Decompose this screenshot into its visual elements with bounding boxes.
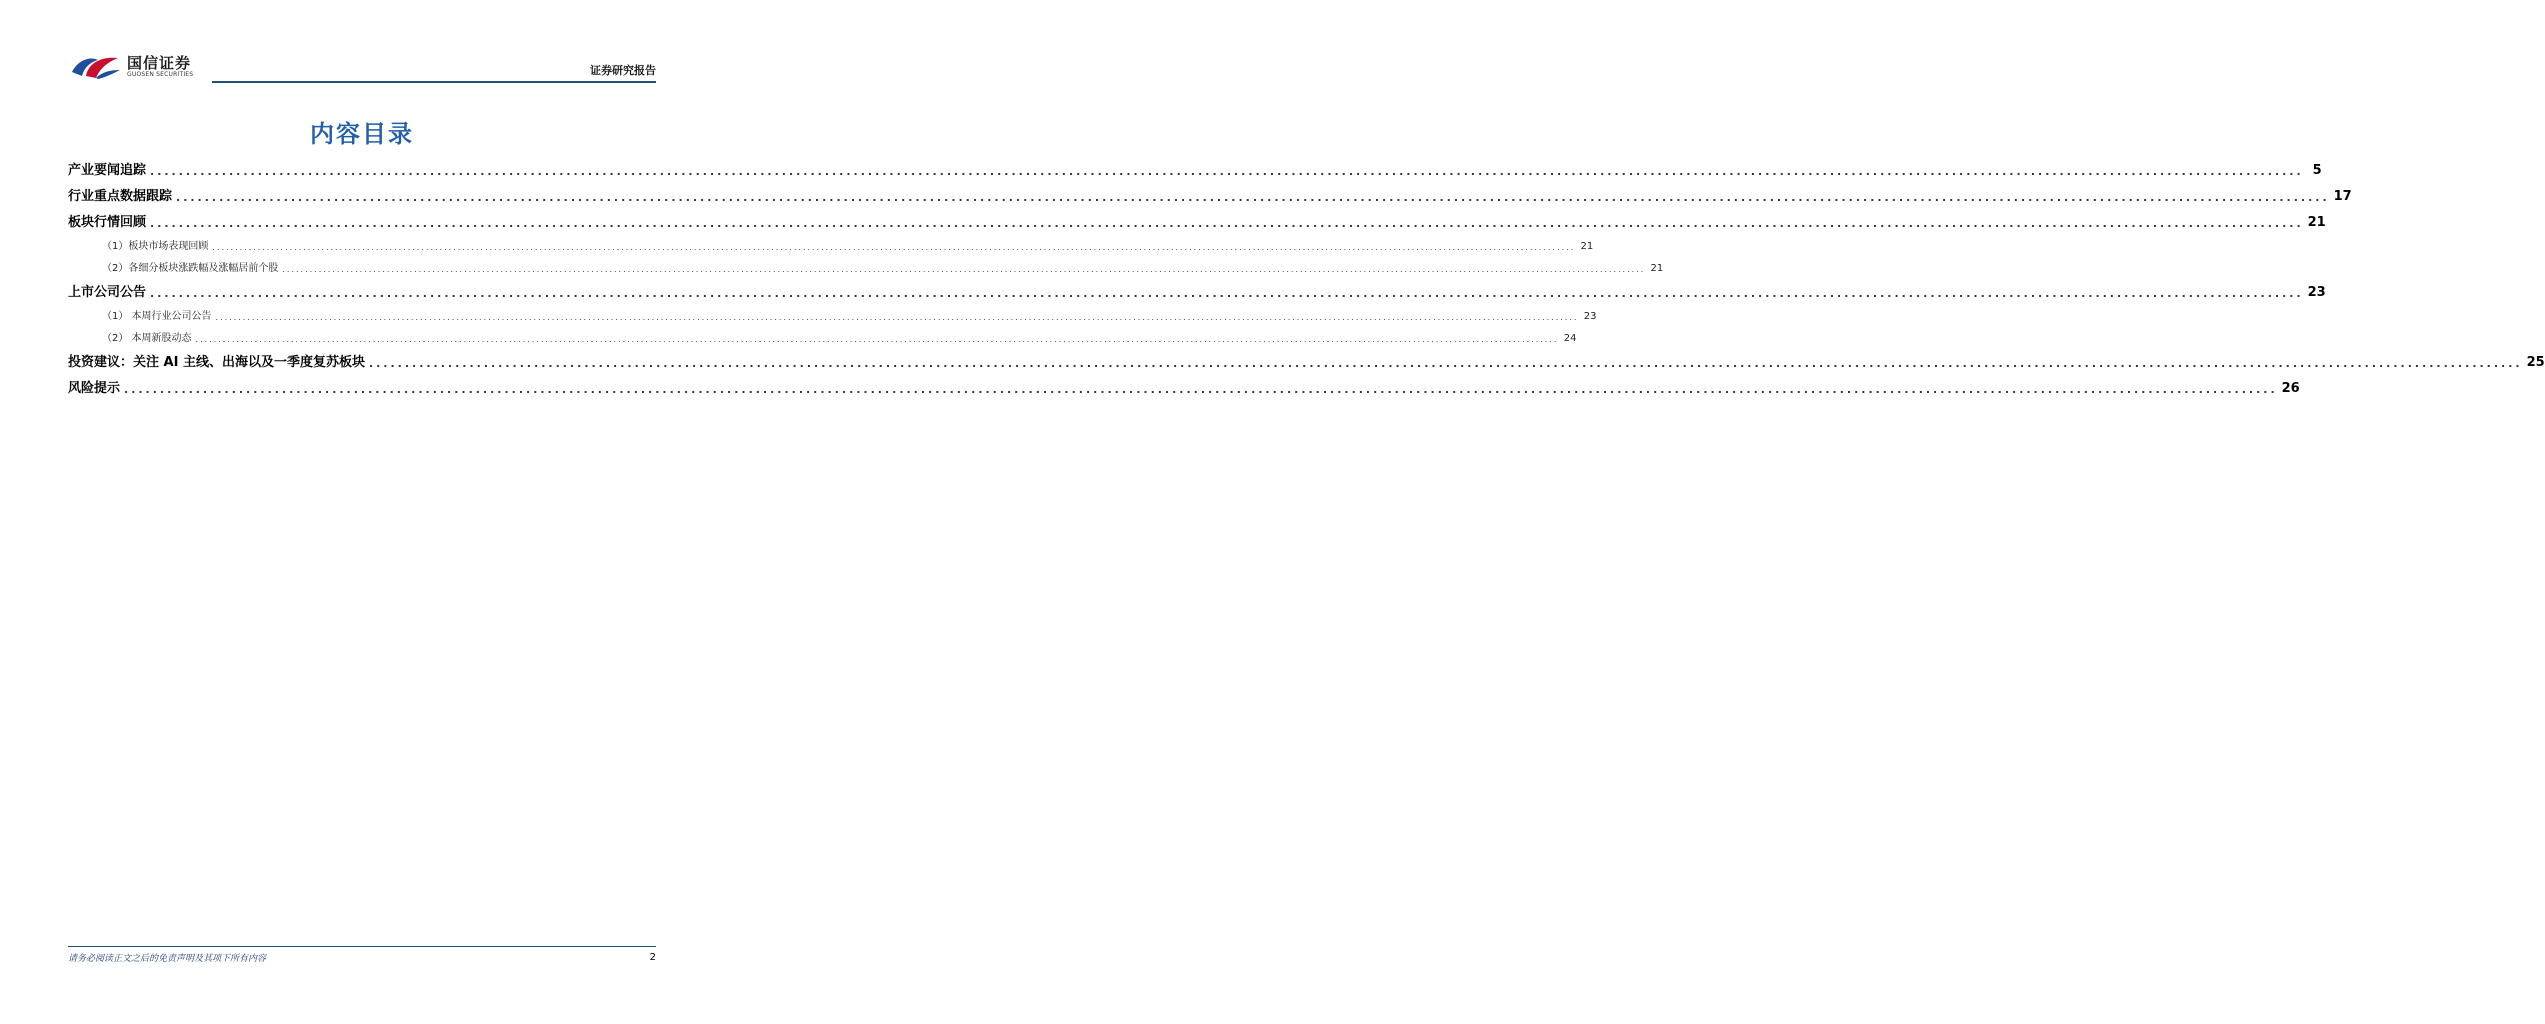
toc-entry-page: 17: [2333, 189, 2352, 204]
toc-entry[interactable]: [68, 274, 2326, 300]
toc-entry-text: 板块行情回顾: [68, 215, 147, 230]
toc-leader-dots: ............................................................................................................................................................................................................................................................................................................: [150, 287, 2304, 300]
page-header: [68, 48, 656, 84]
toc-entry-page: 24: [1563, 333, 1577, 344]
header-divider: [212, 81, 656, 83]
toc-entry[interactable]: [68, 204, 2326, 230]
toc-leader-dots: ............................................................................................................................................................................................................................................................................................................: [176, 191, 2330, 204]
toc-entry[interactable]: [68, 178, 2352, 204]
toc-entry-text: 行业重点数据跟踪: [68, 189, 173, 204]
toc-leader-dots: ............................................................................................................................................................................................................................................................................................................: [195, 335, 1559, 344]
toc-entry-page: 21: [2307, 215, 2326, 230]
toc-entry-text: （1） 本周行业公司公告: [102, 311, 212, 322]
report-type-label: 证券研究报告: [590, 64, 656, 77]
toc-title: 内容目录: [310, 120, 414, 148]
toc-entry-page: 21: [1580, 241, 1594, 252]
toc-entry-text: （1）板块市场表现回顾: [102, 241, 209, 252]
toc-subentry[interactable]: [68, 252, 1664, 274]
toc-entry-page: 23: [2307, 285, 2326, 300]
toc-entry-page: 5: [2312, 163, 2322, 178]
toc-leader-dots: ............................................................................................................................................................................................................................................................................................................: [150, 217, 2304, 230]
toc-entry-text: 风险提示: [68, 381, 121, 396]
toc-entry-text: 产业要闻追踪: [68, 163, 147, 178]
table-of-contents: [68, 152, 2545, 396]
logo-mark-icon: [68, 50, 122, 80]
footer-divider: [68, 946, 656, 947]
toc-entry[interactable]: [68, 344, 2545, 370]
toc-entry-page: 25: [2526, 355, 2545, 370]
toc-entry-text: （2） 本周新股动态: [102, 333, 192, 344]
toc-subentry[interactable]: [68, 300, 1597, 322]
toc-subentry[interactable]: [68, 322, 1577, 344]
toc-entry-page: 23: [1583, 311, 1597, 322]
toc-entry-text: （2）各细分板块涨跌幅及涨幅居前个股: [102, 263, 279, 274]
toc-subentry[interactable]: [68, 230, 1594, 252]
toc-entry[interactable]: [68, 152, 2322, 178]
toc-leader-dots: ............................................................................................................................................................................................................................................................................................................: [215, 313, 1579, 322]
toc-entry-text: 投资建议：关注 AI 主线、出海以及一季度复苏板块: [68, 355, 365, 370]
guosen-logo: [68, 48, 208, 82]
footer-disclaimer: 请务必阅读正文之后的免责声明及其项下所有内容: [68, 954, 267, 964]
toc-leader-dots: ............................................................................................................................................................................................................................................................................................................: [368, 357, 2523, 370]
logo-text-cn: 国信证券: [127, 54, 192, 72]
page-number: 2: [649, 952, 656, 963]
toc-entry-page: 26: [2281, 381, 2300, 396]
toc-leader-dots: ............................................................................................................................................................................................................................................................................................................: [282, 265, 1646, 274]
toc-leader-dots: ............................................................................................................................................................................................................................................................................................................: [124, 383, 2278, 396]
toc-entry-page: 21: [1650, 263, 1664, 274]
logo-text-en: GUOSEN SECURITIES: [127, 71, 194, 78]
toc-entry[interactable]: [68, 370, 2300, 396]
toc-leader-dots: ............................................................................................................................................................................................................................................................................................................: [212, 243, 1576, 252]
toc-leader-dots: ............................................................................................................................................................................................................................................................................................................: [150, 165, 2304, 178]
toc-entry-text: 上市公司公告: [68, 285, 147, 300]
